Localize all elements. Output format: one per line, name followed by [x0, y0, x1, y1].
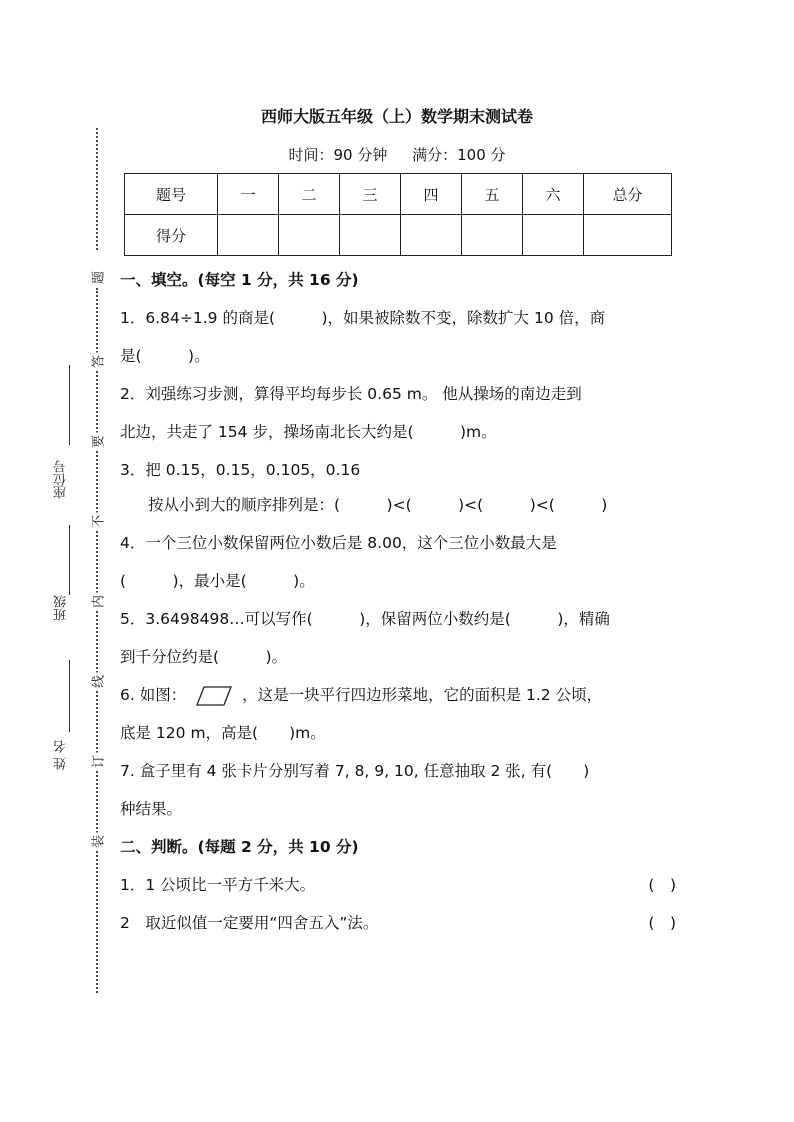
judge-answer-paren[interactable]: ( ) [648, 914, 676, 932]
judge-question-2 [120, 909, 676, 937]
section-1-heading: 一、填空。(每空 1 分，共 16 分) [120, 271, 359, 289]
binding-char: 要 [88, 433, 107, 451]
score-table-score-row [125, 215, 672, 256]
question-4-line-2: ( )，最小是( )。 [120, 572, 315, 590]
question-6-prefix: 6. 如图： [120, 686, 187, 704]
question-6-suffix: ，这是一块平行四边形菜地，它的面积是 1.2 公顷， [242, 686, 603, 704]
exam-info [0, 144, 794, 165]
question-3-line-1: 3．把 0.15，0.15，0.105，0.16 [120, 461, 361, 479]
score-cell[interactable] [584, 215, 672, 256]
seat-number-label: 座位号 [54, 460, 69, 499]
binding-char: 题 [88, 269, 107, 287]
exam-time: 时间：90 分钟 [288, 146, 388, 164]
score-cell[interactable] [279, 215, 340, 256]
seat-number-field [52, 460, 70, 499]
judge-answer-paren[interactable]: ( ) [648, 876, 676, 894]
score-header-cell: 总分 [584, 174, 672, 215]
score-cell[interactable] [523, 215, 584, 256]
binding-char: 内 [88, 593, 107, 611]
score-cell[interactable] [218, 215, 279, 256]
exam-full-score: 满分：100 分 [412, 146, 506, 164]
score-table [124, 173, 672, 256]
question-5-line-1: 5．3.6498498…可以写作( )，保留两位小数约是( )，精确 [120, 610, 610, 628]
score-row-label: 得分 [125, 215, 218, 256]
score-cell[interactable] [462, 215, 523, 256]
binding-char: 订 [88, 753, 107, 771]
page-title: 西师大版五年级（上）数学期末测试卷 [260, 107, 533, 126]
score-header-cell: 五 [462, 174, 523, 215]
question-7-line-2: 种结果。 [120, 800, 183, 818]
section-2-heading: 二、判断。(每题 2 分，共 10 分) [120, 838, 359, 856]
exam-content [120, 266, 676, 947]
name-label: 姓 名 [54, 740, 69, 771]
score-header-cell: 六 [523, 174, 584, 215]
class-field [52, 595, 70, 621]
score-header-cell: 题号 [125, 174, 218, 215]
score-cell[interactable] [401, 215, 462, 256]
question-6-line-1 [120, 681, 676, 709]
name-field [52, 740, 70, 770]
question-6-line-2: 底是 120 m，高是( )m。 [120, 724, 326, 742]
class-label: 班级 [54, 595, 69, 621]
score-table-header-row [125, 174, 672, 215]
judge-question-2-text: 2 取近似值一定要用“四舍五入”法。 [120, 914, 379, 932]
question-2-line-2: 北边，共走了 154 步，操场南北长大约是( )m。 [120, 423, 497, 441]
score-header-cell: 一 [218, 174, 279, 215]
question-3-line-2: 按从小到大的顺序排列是：( )<( )<( )<( ) [148, 496, 608, 514]
binding-char: 装 [88, 833, 107, 851]
binding-char: 线 [88, 673, 107, 691]
question-7-line-1: 7. 盒子里有 4 张卡片分别写着 7, 8, 9, 10, 任意抽取 2 张, 有( ) [120, 762, 590, 780]
binding-char: 不 [88, 513, 107, 531]
score-header-cell: 三 [340, 174, 401, 215]
judge-question-1 [120, 871, 676, 899]
score-cell[interactable] [340, 215, 401, 256]
question-4-line-1: 4．一个三位小数保留两位小数后是 8.00，这个三位小数最大是 [120, 534, 557, 552]
question-2-line-1: 2．刘强练习步测，算得平均每步长 0.65 m。 他从操场的南边走到 [120, 385, 582, 403]
question-1-line-2: 是( )。 [120, 347, 210, 365]
parallelogram-icon [195, 685, 233, 707]
score-header-cell: 二 [279, 174, 340, 215]
score-header-cell: 四 [401, 174, 462, 215]
question-1-line-1: 1．6.84÷1.9 的商是( )，如果被除数不变，除数扩大 10 倍，商 [120, 309, 606, 327]
question-5-line-2: 到千分位约是( )。 [120, 648, 288, 666]
binding-dotted-line-lower [96, 288, 98, 993]
binding-char: 答 [88, 353, 107, 371]
judge-question-1-text: 1．1 公顷比一平方千米大。 [120, 876, 316, 894]
